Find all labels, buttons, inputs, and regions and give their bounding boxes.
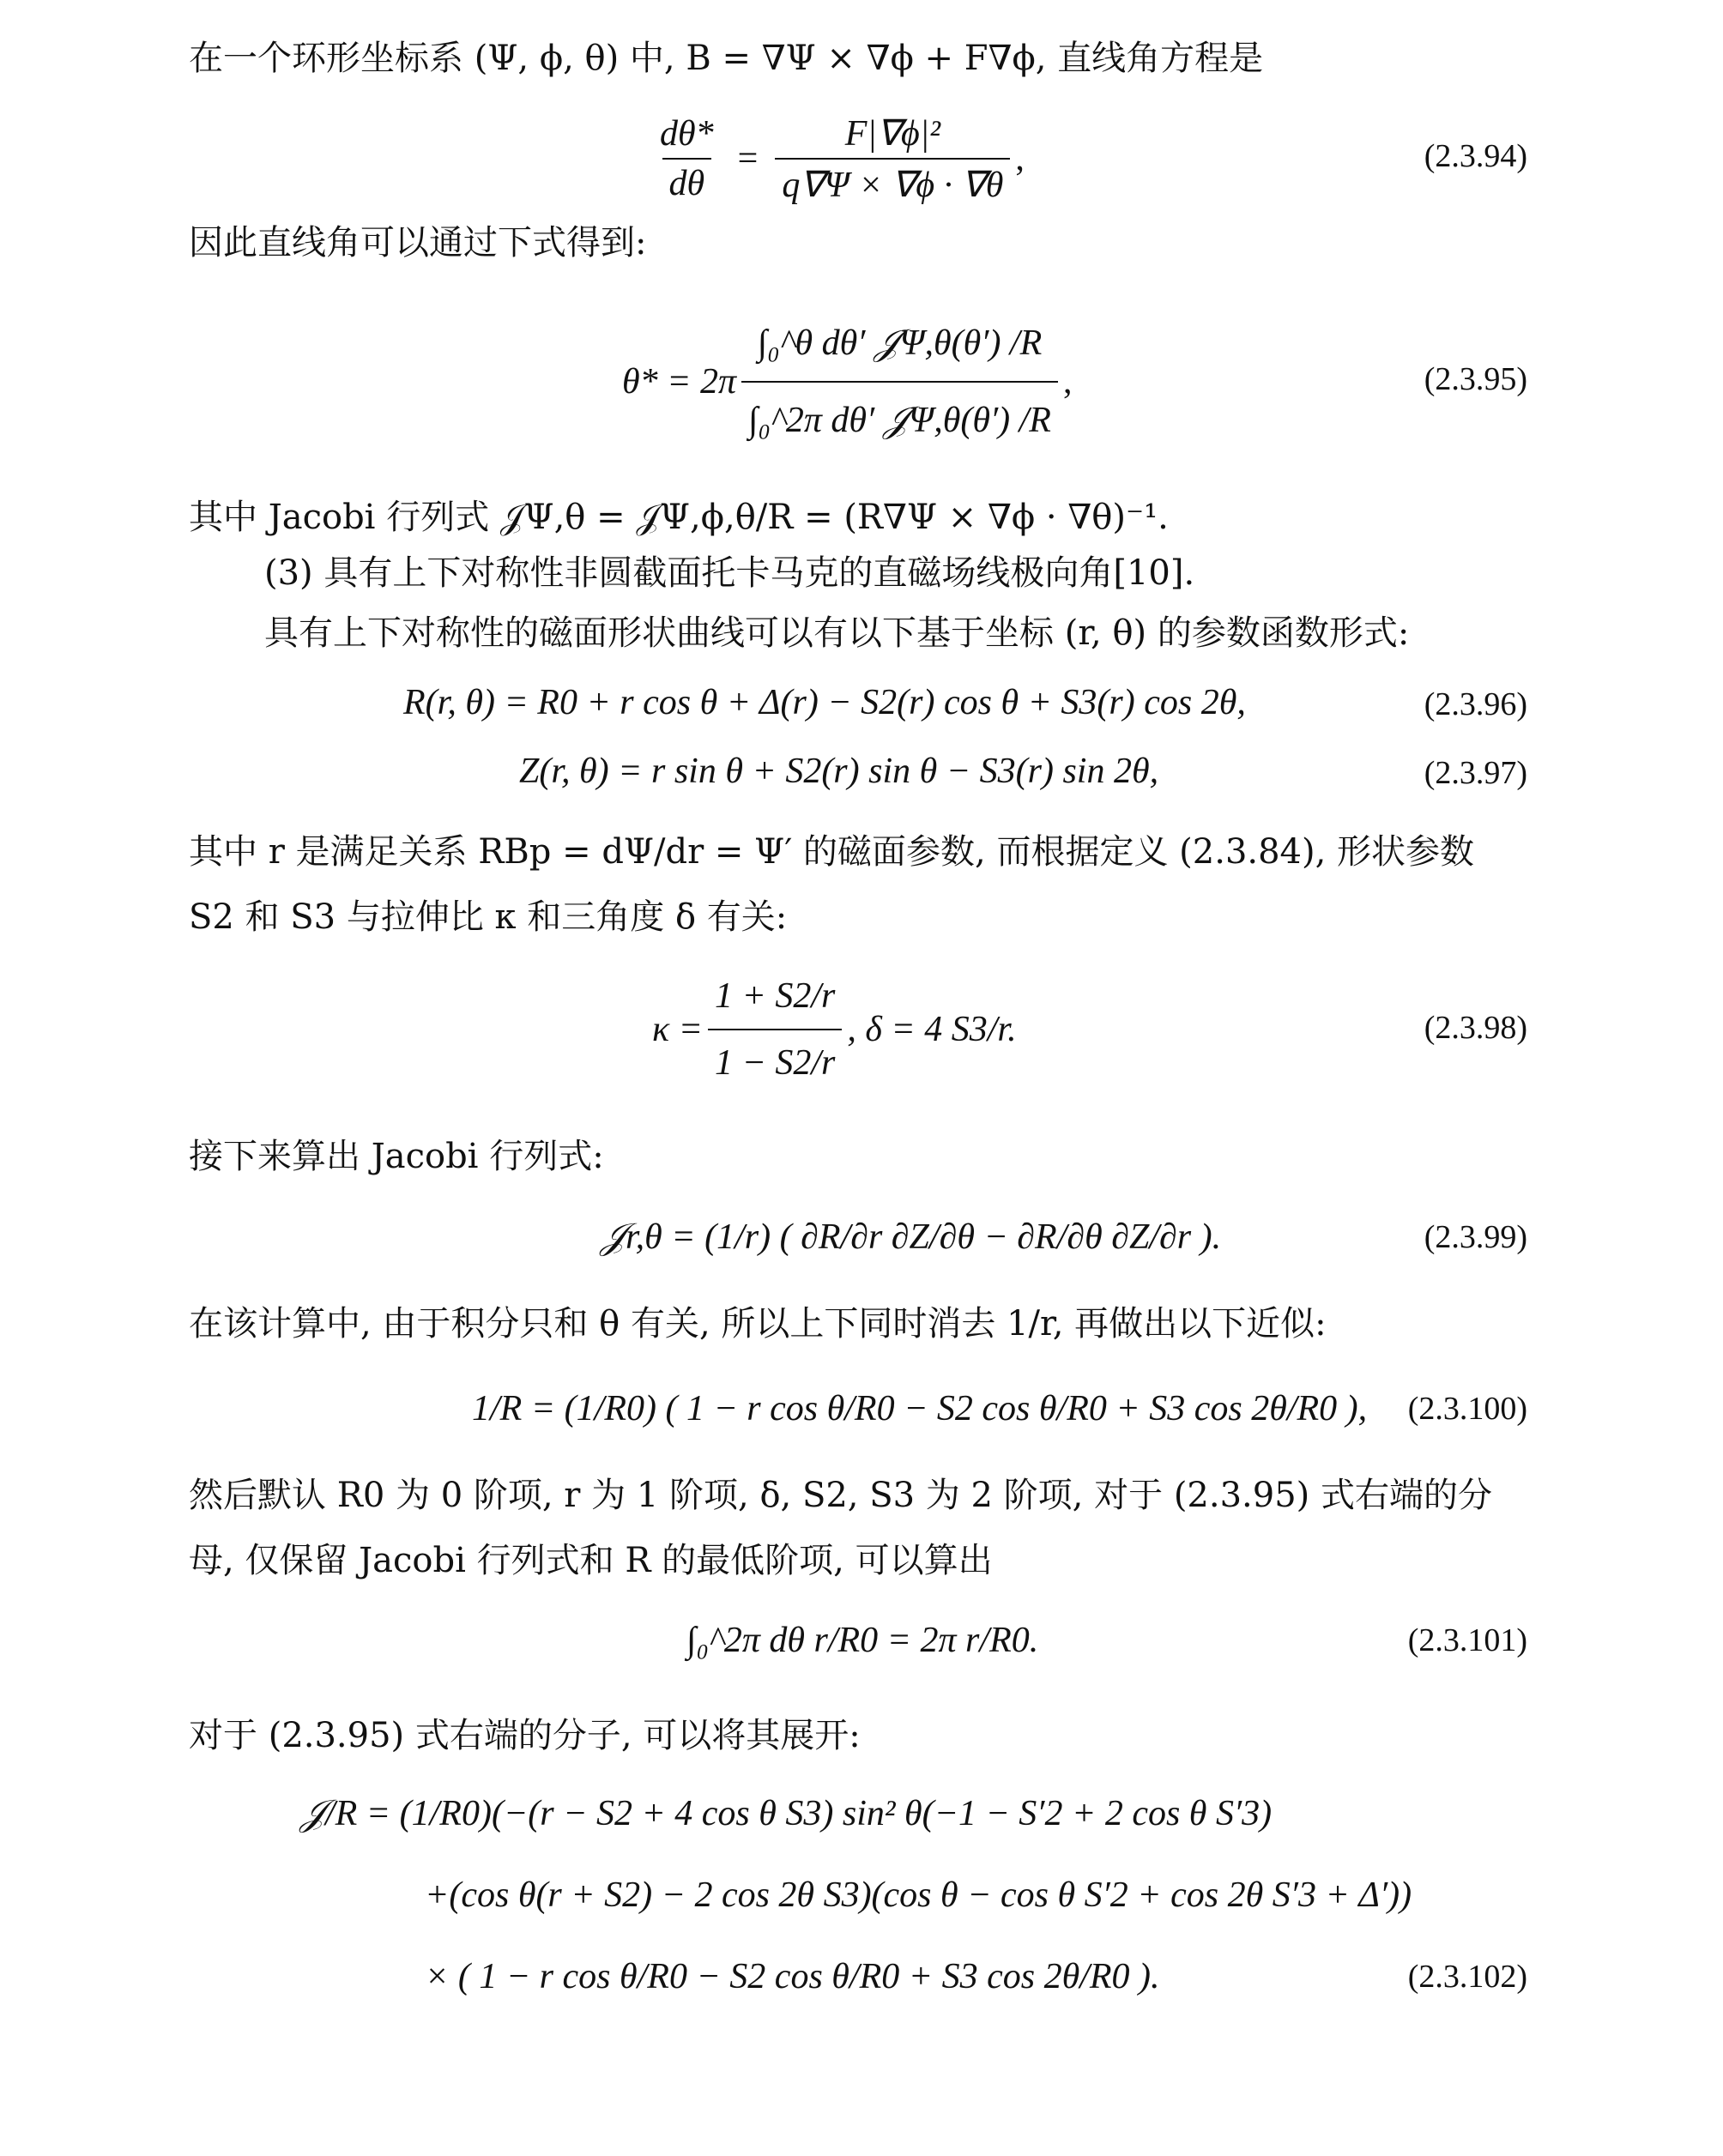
eq94-rhs-num: F|∇ϕ|² — [844, 114, 940, 154]
eq94-lhs-fraction — [653, 113, 721, 204]
eq100-number: (2.3.100) — [1407, 1391, 1527, 1427]
paragraph-jacobi: 其中 Jacobi 行列式 𝒥Ψ,θ = 𝒥Ψ,ϕ,θ/R = (R∇Ψ × ∇ϕ · ∇θ)⁻¹. — [189, 498, 1169, 537]
eq94-rhs-fraction — [775, 112, 1010, 206]
eq94-lhs-den: dθ — [662, 158, 712, 204]
equation-2-3-97 — [189, 751, 1527, 811]
equation-2-3-99 — [189, 1193, 1527, 1287]
eq102-line2: +(cos θ(r + S2) − 2 cos 2θ S3)(cos θ − cos θ S′2 + cos 2θ S′3 + Δ′)) — [425, 1875, 1412, 1915]
eq94-lhs-num: dθ* — [660, 114, 714, 154]
eq102-line3: × ( 1 − r cos θ/R0 − S2 cos θ/R0 + S3 cos 2θ/R0 ). — [425, 1957, 1160, 1996]
equation-2-3-94: $\frac{d\theta*}{d\theta}$ = $\frac{\text{F|∇ϕ|²}}{q\nabla\Psi \times \nabla\phi \cdot \nabla\theta}$ , (2.3.94) — [189, 112, 1527, 206]
equation-2-3-96 — [189, 682, 1527, 742]
eq96-number: (2.3.96) — [1424, 686, 1527, 722]
paragraph-compute-jacobi: 接下来算出 Jacobi 行列式: — [189, 1137, 604, 1176]
eq94-rhs-den: q∇Ψ × ∇ϕ · ∇θ — [775, 158, 1010, 206]
eq97-body: Z(r, θ) = r sin θ + S2(r) sin θ − S3(r) sin 2θ, — [519, 752, 1159, 791]
eq95-lhs: θ* = 2π — [622, 362, 737, 402]
equation-2-3-101 — [189, 1596, 1527, 1690]
eq95-num: ∫₀^θ dθ′ 𝒥Ψ,θ(θ′) /R — [757, 323, 1043, 363]
eq98-number: (2.3.98) — [1424, 1010, 1527, 1046]
eq98-kappa-den: 1 − S2/r — [708, 1029, 842, 1084]
eq94-number: (2.3.94) — [1424, 138, 1527, 174]
equation-2-3-98 — [189, 944, 1527, 1115]
equation-2-3-95 — [189, 275, 1527, 489]
eq100-body: 1/R = (1/R0) ( 1 − r cos θ/R0 − S2 cos θ/R0 + S3 cos 2θ/R0 ), — [472, 1389, 1368, 1428]
eq95-fraction — [741, 323, 1058, 441]
eq102-number: (2.3.102) — [1407, 1959, 1527, 1995]
eq101-body: ∫₀^2π dθ r/R0 = 2π r/R0. — [686, 1621, 1039, 1660]
eq98-kappa: κ = — [652, 1010, 704, 1049]
eq98-kappa-num: 1 + S2/r — [715, 976, 836, 1016]
paragraph-order-terms: 然后默认 R0 为 0 阶项, r 为 1 阶项, δ, S2, S3 为 2 阶项, 对于 (2.3.95) 式右端的分母, 仅保留 Jacobi 行列式和 R 的最低阶项, 可以算出 — [189, 1476, 1492, 1580]
eq97-number: (2.3.97) — [1424, 755, 1527, 791]
eq101-number: (2.3.101) — [1407, 1622, 1527, 1658]
eq95-den: ∫₀^2π dθ′ 𝒥Ψ,θ(θ′) /R — [741, 381, 1058, 441]
eq98-delta: , δ = 4 S3/r. — [847, 1010, 1017, 1049]
paragraph-section-3: (3) 具有上下对称性非圆截面托卡马克的直磁场线极向角[10]. — [264, 553, 1195, 593]
paragraph-approximation: 在该计算中, 由于积分只和 θ 有关, 所以上下同时消去 1/r, 再做出以下近似: — [189, 1304, 1327, 1344]
eq94-tail: , — [1015, 139, 1025, 178]
eq102-line1: 𝒥/R = (1/R0)(−(r − S2 + 4 cos θ S3) sin² θ(−1 − S′2 + 2 cos θ S′3) — [300, 1794, 1273, 1833]
paragraph-shape: 具有上下对称性的磁面形状曲线可以有以下基于坐标 (r, θ) 的参数函数形式: — [264, 613, 1410, 653]
paragraph-intro: 在一个环形坐标系 (Ψ, ϕ, θ) 中, B = ∇Ψ × ∇ϕ + F∇ϕ, 直线角方程是 — [189, 39, 1264, 78]
equation-2-3-102 — [189, 1776, 1527, 2033]
paragraph-shape-params: 其中 r 是满足关系 RBp = dΨ/dr = Ψ′ 的磁面参数, 而根据定义 (2.3.84), 形状参数 S2 和 S3 与拉伸比 κ 和三角度 δ 有关: — [189, 832, 1475, 937]
eq96-body: R(r, θ) = R0 + r cos θ + Δ(r) − S2(r) cos θ + S3(r) cos 2θ, — [403, 683, 1246, 722]
eq95-number: (2.3.95) — [1424, 361, 1527, 397]
eq99-body: 𝒥r,θ = (1/r) ( ∂R/∂r ∂Z/∂θ − ∂R/∂θ ∂Z/∂r ). — [601, 1217, 1222, 1257]
eq99-number: (2.3.99) — [1424, 1219, 1527, 1255]
equation-2-3-100 — [189, 1364, 1527, 1458]
eq95-tail: , — [1062, 362, 1073, 402]
paragraph-numerator: 对于 (2.3.95) 式右端的分子, 可以将其展开: — [189, 1716, 861, 1755]
paragraph-straight-angle: 因此直线角可以通过下式得到: — [189, 223, 647, 263]
eq98-kappa-fraction — [708, 975, 842, 1084]
